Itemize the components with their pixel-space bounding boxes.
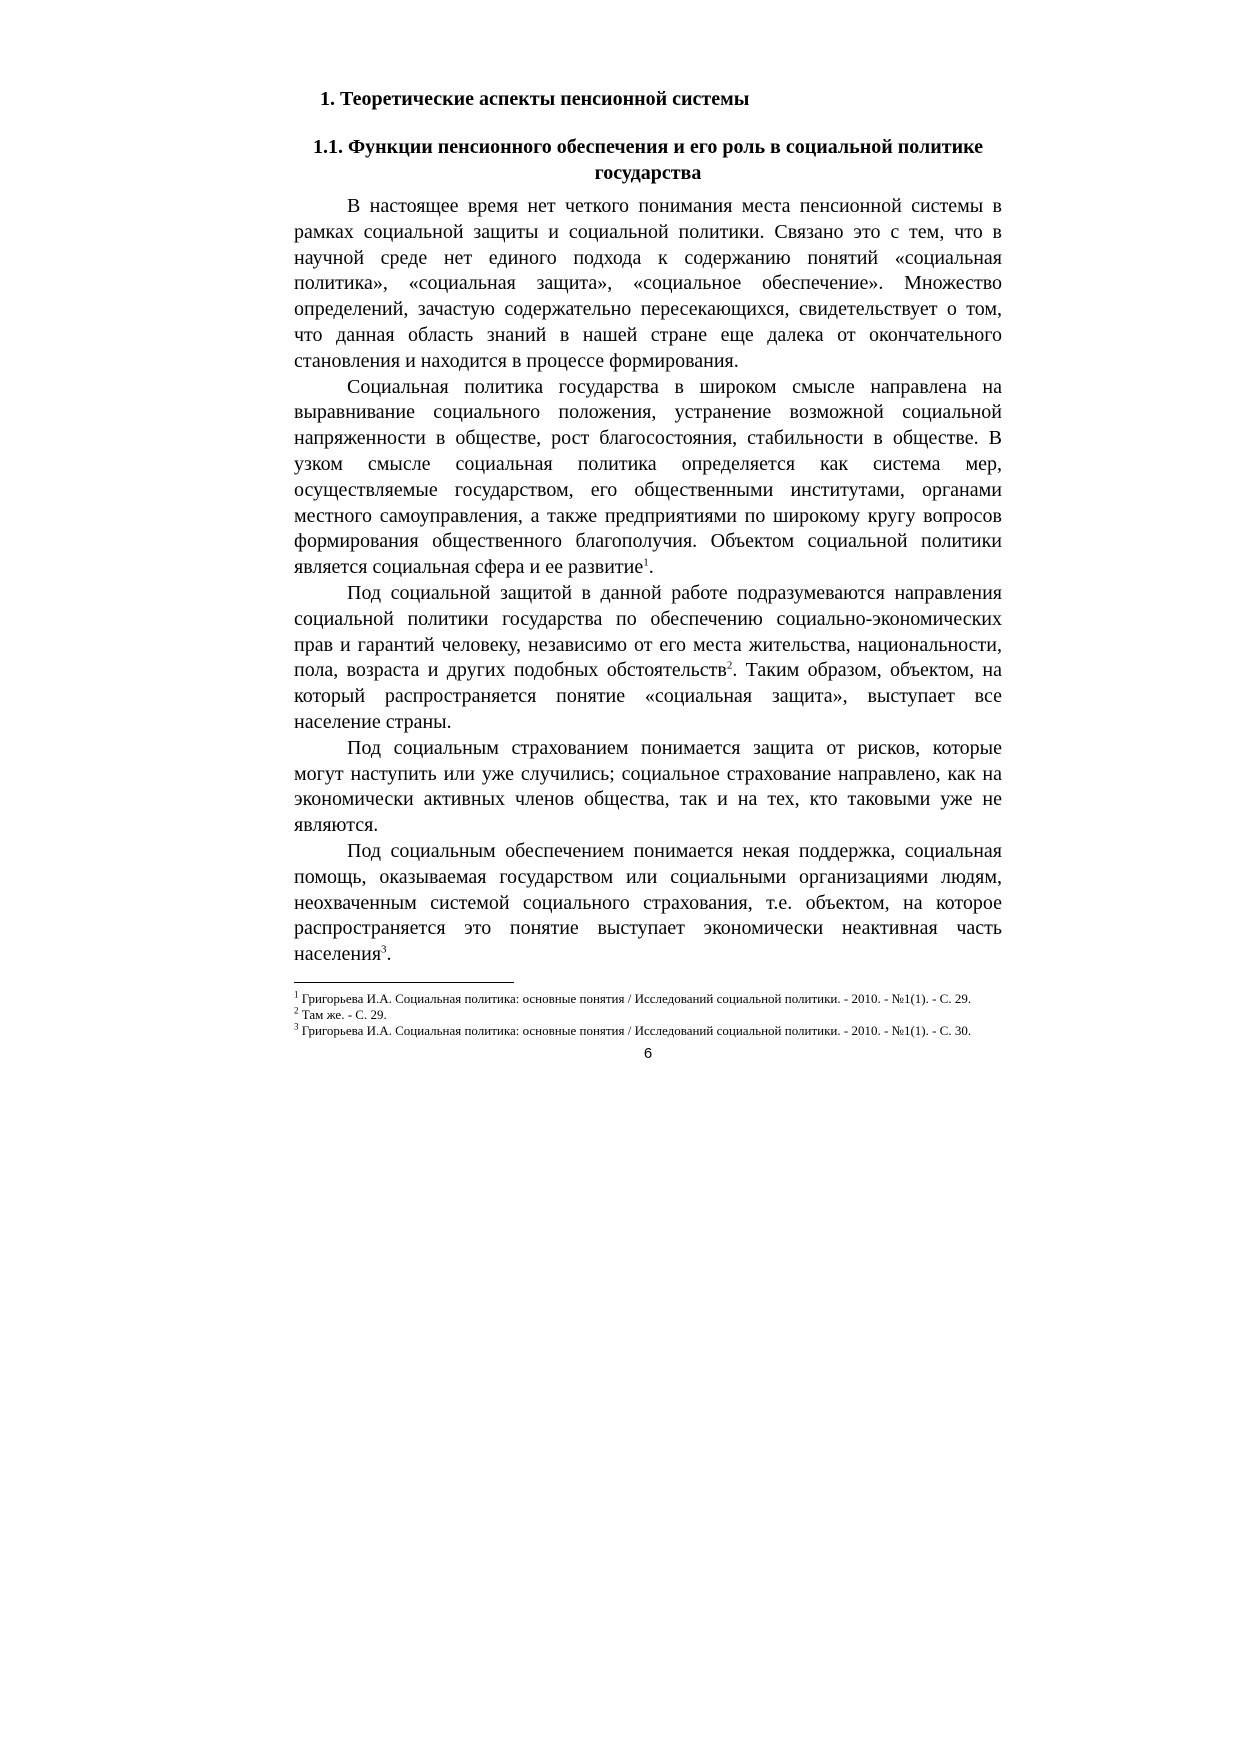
footnote-2	[294, 1007, 1002, 1023]
footnote-divider	[294, 982, 514, 983]
paragraph-1	[294, 194, 1002, 375]
paragraph-3	[294, 581, 1002, 736]
document-page	[294, 86, 1002, 1062]
paragraph-text: Социальная политика государства в широком смысле направлена на выравнивание социального положения, устранение возможной социальной напряженности в обществе, рост благосостояния, стабильности в обществе. В узком смысле социальная политика определяется как система мер, осуществляемые государством, его общественными институтами, органами местного самоуправления, а также предприятиями по широкому кругу вопросов формирования общественного благополучия. Объектом социальной политики является социальная сфера и ее развитие	[294, 375, 1002, 579]
footnote-ref-1[interactable]: 1	[643, 556, 649, 569]
paragraph-text: В настоящее время нет четкого понимания места пенсионной системы в рамках социальной защиты и социальной политики. Связано это с тем, что в научной среде нет единого подхода к содержанию понятий «социальная политика», «социальная защита», «социальное обеспечение». Множество определений, зачастую содержательно пересекающихся, свидетельствует о том, что данная область знаний в нашей стране еще далека от окончательного становления и находится в процессе формирования.	[294, 195, 1002, 372]
footnote-text: Там же. - С. 29.	[301, 1006, 387, 1022]
paragraph-text: Под социальным обеспечением понимается некая поддержка, социальная помощь, оказываемая государством или социальными организациями людям, неохваченным системой социального страхования, т.е. объектом, на которое распространяется это понятие выступает экономически неактивная часть населения	[294, 839, 1002, 966]
paragraph-5	[294, 839, 1002, 968]
section-title: 1.1. Функции пенсионного обеспечения и его роль в социальной политике государства	[312, 136, 984, 184]
paragraph-text: Под социальной защитой в данной работе подразумеваются направления социальной политики государства по обеспечению социально-экономических прав и гарантий человеку, независимо от его места жительства, национальности, пола, возраста и других подобных обстоятельств	[294, 581, 1002, 682]
paragraph-tail: . Таким образом, объектом, на который распространяется понятие «социальная защита», выступает все население страны.	[294, 659, 1002, 733]
paragraph-4	[294, 736, 1002, 839]
footnote-number: 1	[294, 989, 299, 1000]
paragraph-tail: .	[386, 943, 392, 966]
footnote-number: 2	[294, 1005, 299, 1016]
footnote-3	[294, 1023, 1002, 1039]
footnote-text: Григорьева И.А. Социальная политика: основные понятия / Исследований социальной политики. - 2010. - №1(1). - С. 29.	[301, 990, 972, 1006]
footnote-ref-3[interactable]: 3	[381, 943, 387, 956]
footnote-ref-2[interactable]: 2	[726, 659, 733, 672]
paragraph-text: Под социальным страхованием понимается защита от рисков, которые могут наступить или уже случились; социальное страхование направлено, как на экономически активных членов общества, так и на тех, кто таковыми уже не являются.	[294, 736, 1002, 837]
footnotes	[294, 991, 1002, 1039]
page-number: 6	[643, 1044, 653, 1062]
paragraph-2	[294, 375, 1002, 581]
footnote-number: 3	[294, 1021, 299, 1032]
paragraph-tail: .	[648, 556, 654, 579]
footnote-1	[294, 991, 1002, 1007]
footnote-text: Григорьева И.А. Социальная политика: основные понятия / Исследований социальной политики. - 2010. - №1(1). - С. 30.	[301, 1022, 972, 1038]
chapter-title: 1. Теоретические аспекты пенсионной системы	[320, 88, 750, 110]
